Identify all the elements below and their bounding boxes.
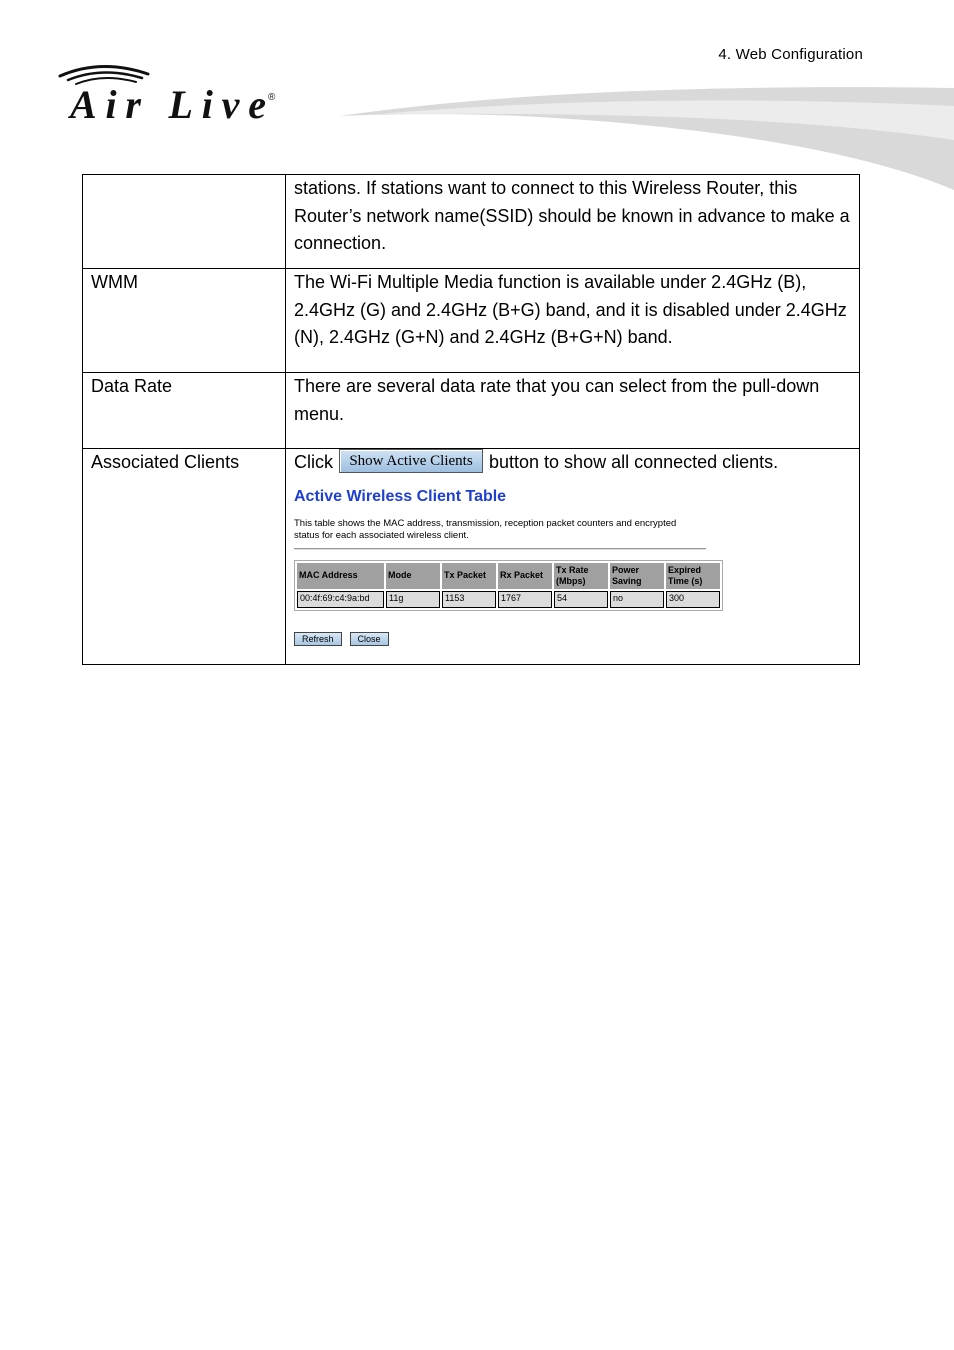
show-active-clients-button[interactable]: Show Active Clients bbox=[339, 449, 483, 473]
column-header: Tx Packet bbox=[442, 563, 496, 589]
row-description: stations. If stations want to connect to this Wireless Router, this Router’s network name(SSID) should be known in advance to make a connection. bbox=[286, 175, 860, 269]
clients-row bbox=[297, 591, 720, 608]
row-description: The Wi-Fi Multiple Media function is available under 2.4GHz (B), 2.4GHz (G) and 2.4GHz (B+G) band, and it is disabled under 2.4GHz (N), 2.4GHz (G+N) and 2.4GHz (B+G+N) band. bbox=[286, 269, 860, 373]
column-header: Tx Rate (Mbps) bbox=[554, 563, 608, 589]
chapter-header: 4. Web Configuration bbox=[718, 46, 863, 63]
screenshot-description: This table shows the MAC address, transmission, reception packet counters and encrypted status for each associated wireless client. bbox=[294, 517, 677, 541]
clients-table bbox=[294, 560, 723, 611]
table-row bbox=[83, 449, 860, 665]
close-button[interactable]: Close bbox=[350, 632, 389, 646]
table-row bbox=[83, 175, 860, 269]
registered-mark: ® bbox=[268, 92, 276, 103]
row-label: Data Rate bbox=[83, 373, 286, 449]
cell-expired-time: 300 bbox=[666, 591, 720, 608]
cell-power-saving: no bbox=[610, 591, 664, 608]
cell-tx-packet: 1153 bbox=[442, 591, 496, 608]
cell-tx-rate: 54 bbox=[554, 591, 608, 608]
column-header: Mode bbox=[386, 563, 440, 589]
row-label: Associated Clients bbox=[83, 449, 286, 665]
click-prefix: Click bbox=[294, 452, 333, 472]
brand-wordmark: Air Live bbox=[70, 82, 266, 127]
clients-header-row bbox=[297, 563, 720, 589]
row-label: WMM bbox=[83, 269, 286, 373]
table-row bbox=[83, 373, 860, 449]
column-header: Power Saving bbox=[610, 563, 664, 589]
screenshot-title: Active Wireless Client Table bbox=[294, 487, 507, 505]
cell-rx-packet: 1767 bbox=[498, 591, 552, 608]
cell-mode: 11g bbox=[386, 591, 440, 608]
click-suffix: button to show all connected clients. bbox=[489, 452, 779, 472]
column-header: Rx Packet bbox=[498, 563, 552, 589]
client-table-screenshot bbox=[294, 487, 724, 651]
airlive-logo bbox=[56, 58, 286, 128]
screenshot-buttons bbox=[294, 623, 724, 651]
row-description bbox=[286, 449, 860, 665]
click-instruction bbox=[294, 449, 851, 477]
row-label bbox=[83, 175, 286, 269]
table-row bbox=[83, 269, 860, 373]
cell-mac: 00:4f:69:c4:9a:bd bbox=[297, 591, 384, 608]
spec-table bbox=[82, 174, 860, 665]
row-description: There are several data rate that you can select from the pull-down menu. bbox=[286, 373, 860, 449]
column-header: MAC Address bbox=[297, 563, 384, 589]
divider bbox=[294, 548, 706, 550]
refresh-button[interactable]: Refresh bbox=[294, 632, 342, 646]
column-header: Expired Time (s) bbox=[666, 563, 720, 589]
